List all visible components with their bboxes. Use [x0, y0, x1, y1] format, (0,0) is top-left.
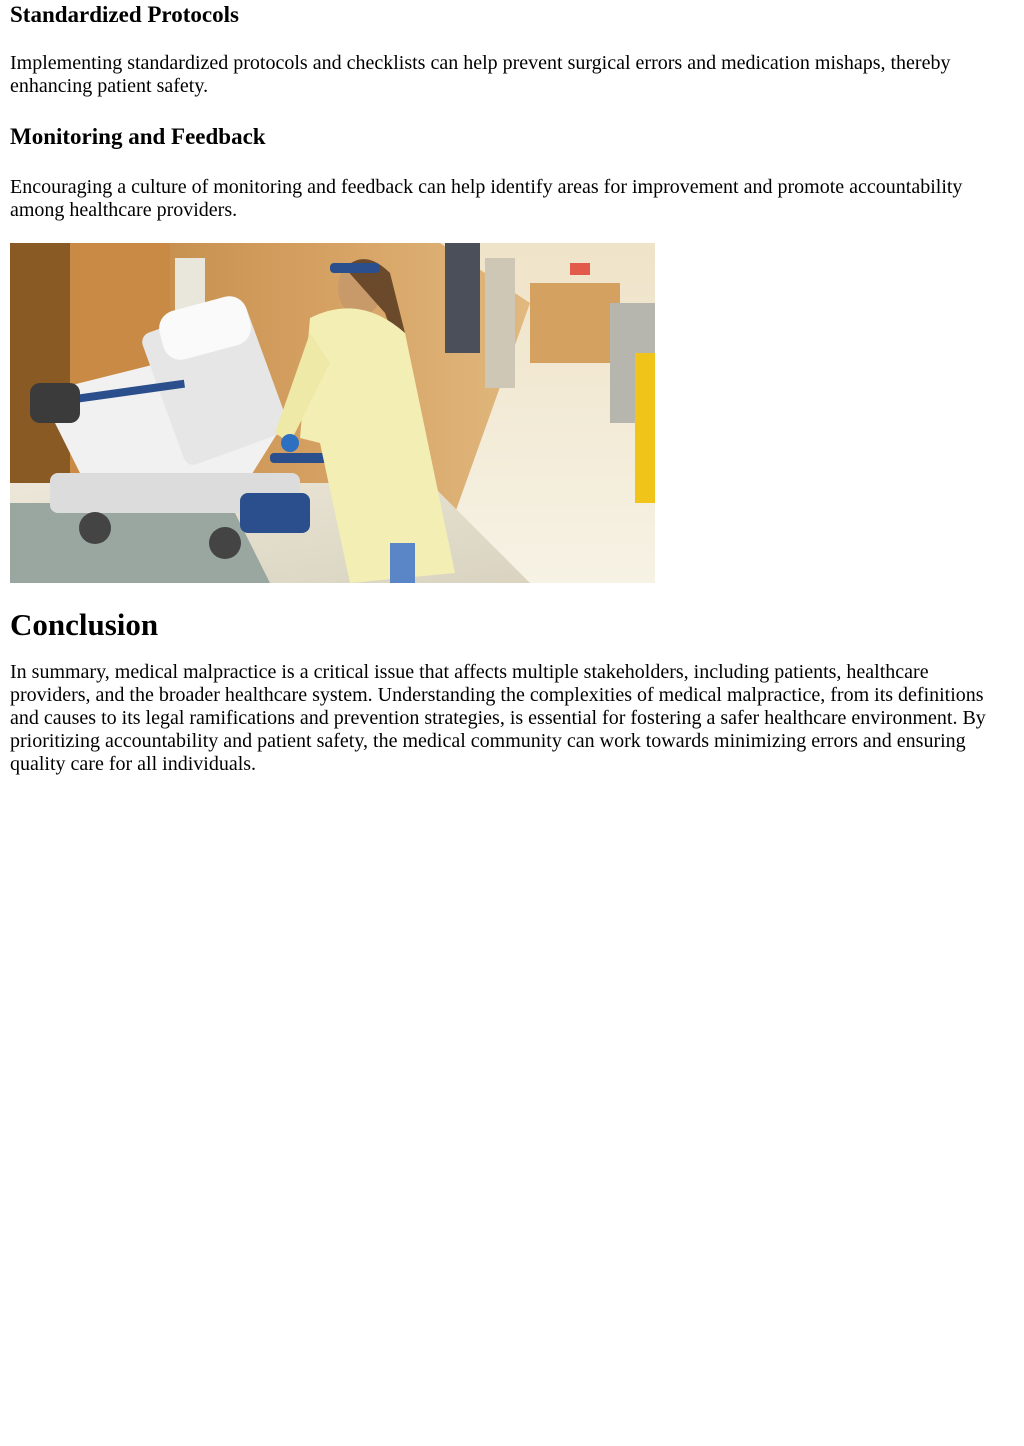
section-body-standardized-protocols: Implementing standardized protocols and checklists can help prevent surgical errors and medication mishaps, thereby enhancing patient safety.: [10, 52, 951, 97]
conclusion-body: In summary, medical malpractice is a critical issue that affects multiple stakeholders, including patients, healthcare providers, and the broader healthcare system. Understanding the complexities of medical malpractice, from its definitions and causes to its legal ramifications and prevention strategies, is essential for fostering a safer healthcare environment. By prioritizing accountability and patient safety, the medical community can work towards minimizing errors and ensuring quality care for all individuals.: [10, 661, 986, 775]
section-heading-monitoring-feedback: Monitoring and Feedback: [10, 124, 266, 149]
section-body-monitoring-feedback: Encouraging a culture of monitoring and feedback can help identify areas for improvement and promote accountability among healthcare providers.: [10, 176, 963, 221]
conclusion-heading: Conclusion: [10, 607, 159, 642]
hospital-corridor-photo: [10, 243, 655, 583]
section-heading-standardized-protocols: Standardized Protocols: [10, 2, 239, 27]
hospital-corridor-illustration: [10, 243, 655, 583]
